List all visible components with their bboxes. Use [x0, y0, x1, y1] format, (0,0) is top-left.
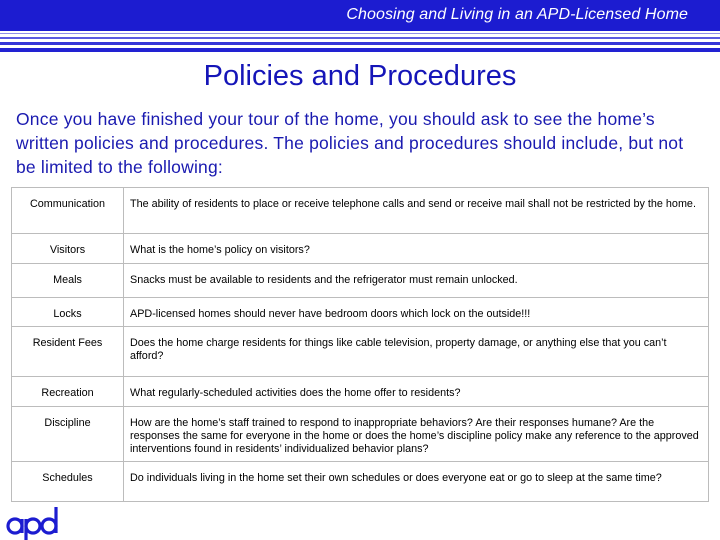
description-text: Do individuals living in the home set their own schedules or does everyone eat or go to sleep at the same time? [130, 472, 662, 484]
header-stripes [0, 31, 720, 57]
topic-cell [12, 377, 124, 407]
table-row [12, 462, 709, 502]
header-stripe [0, 48, 720, 52]
table-row [12, 234, 709, 264]
description-cell [124, 264, 709, 298]
table-row [12, 327, 709, 377]
table-row [12, 377, 709, 407]
topic-cell [12, 462, 124, 502]
topic-label: Meals [53, 274, 82, 286]
description-text: How are the home’s staff trained to respond to inappropriate behaviors? Are their responses humane? Are the responses the same for everyone in the home or does the home’s discipline policy make any reference to the approved interventions found in residents’ individualized behavior plans? [130, 417, 699, 455]
description-text: APD-licensed homes should never have bedroom doors which lock on the outside!!! [130, 308, 531, 320]
description-text: The ability of residents to place or receive telephone calls and send or receive mail shall not be restricted by the home. [130, 198, 696, 210]
topic-cell [12, 264, 124, 298]
description-cell [124, 327, 709, 377]
table-row [12, 298, 709, 327]
header-title: Choosing and Living in an APD-Licensed Home [346, 6, 688, 23]
description-cell [124, 188, 709, 234]
topic-cell [12, 327, 124, 377]
topic-label: Communication [29, 198, 105, 210]
header-stripe [0, 33, 720, 34]
topic-cell [12, 234, 124, 264]
description-cell [124, 462, 709, 502]
topic-label: Schedules [42, 472, 93, 484]
table-row [12, 188, 709, 234]
topic-label: Resident Fees [32, 337, 103, 349]
description-cell [124, 234, 709, 264]
description-cell [124, 377, 709, 407]
topic-cell [12, 407, 124, 462]
description-text: Does the home charge residents for things like cable television, property damage, or anything else that you can’t afford? [130, 337, 667, 362]
topic-label: Recreation [41, 387, 94, 399]
description-text: What is the home’s policy on visitors? [130, 244, 310, 256]
header-stripe [0, 37, 720, 39]
description-cell [124, 298, 709, 327]
topic-label: Discipline [44, 417, 91, 429]
intro-paragraph: Once you have finished your tour of the home, you should ask to see the home’s written policies and procedures. The policies and procedures should include, but not be limited to the following: [16, 109, 684, 177]
description-cell [124, 407, 709, 462]
description-text: What regularly-scheduled activities does the home offer to residents? [130, 387, 461, 399]
topic-label: Visitors [49, 244, 86, 256]
description-text: Snacks must be available to residents and the refrigerator must remain unlocked. [130, 274, 518, 286]
topic-label: Locks [53, 308, 82, 320]
table-row [12, 407, 709, 462]
topic-cell [12, 298, 124, 327]
header-stripe [0, 42, 720, 45]
header-bar [0, 0, 720, 31]
policy-table [11, 187, 709, 502]
table-row [12, 264, 709, 298]
topic-cell [12, 188, 124, 234]
page-title: Policies and Procedures [203, 60, 517, 92]
apd-logo [4, 504, 62, 540]
